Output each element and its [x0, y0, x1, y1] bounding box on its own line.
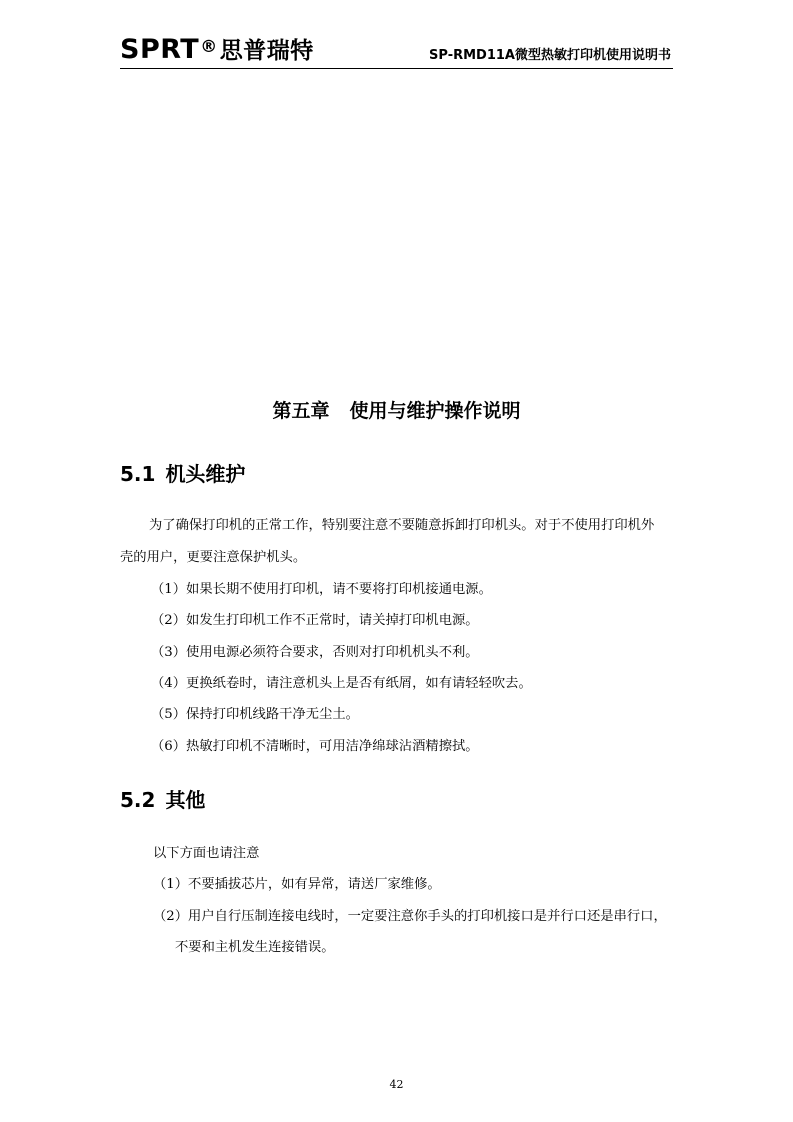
page-header	[120, 34, 673, 69]
section-title: 机头维护	[165, 462, 246, 486]
list-item: （5）保持打印机线路干净无尘土。	[151, 707, 359, 722]
section-number: 5.1	[120, 462, 156, 486]
list-item: （6）热敏打印机不清晰时，可用洁净绵球沾酒精擦拭。	[151, 739, 479, 754]
chapter-title	[0, 398, 793, 424]
list-item: （1）如果长期不使用打印机，请不要将打印机接通电源。	[151, 582, 492, 597]
list-item: （1）不要插拔芯片，如有异常，请送厂家维修。	[153, 877, 441, 892]
section-heading-5-1	[120, 461, 245, 487]
brand-name-chinese: 思普瑞特	[219, 38, 314, 64]
list-item: （2）如发生打印机工作不正常时，请关掉打印机电源。	[151, 613, 479, 628]
section-heading-5-2	[120, 787, 205, 813]
chapter-name: 使用与维护操作说明	[349, 400, 521, 422]
chapter-number: 第五章	[272, 400, 330, 422]
section-title: 其他	[165, 788, 206, 812]
brand-name: SPRT	[120, 34, 200, 65]
document-title: SP-RMD11A微型热敏打印机使用说明书	[429, 48, 671, 63]
page-number: 42	[389, 1078, 404, 1091]
paragraph-intro-line-1: 为了确保打印机的正常工作，特别要注意不要随意拆卸打印机头。对于不使用打印机外	[149, 518, 655, 533]
section-number: 5.2	[120, 788, 156, 812]
list-item: （4）更换纸卷时，请注意机头上是否有纸屑，如有请轻轻吹去。	[151, 676, 532, 691]
paragraph-intro: 以下方面也请注意	[153, 846, 260, 861]
list-item-continuation: 不要和主机发生连接错误。	[175, 940, 335, 955]
list-item: （2）用户自行压制连接电线时，一定要注意你手头的打印机接口是并行口还是串行口，	[153, 909, 667, 924]
registered-mark: ®	[200, 37, 218, 57]
paragraph-intro-line-2: 壳的用户，更要注意保护机头。	[120, 550, 307, 565]
brand-logo	[120, 34, 314, 67]
list-item: （3）使用电源必须符合要求，否则对打印机机头不利。	[151, 645, 479, 660]
